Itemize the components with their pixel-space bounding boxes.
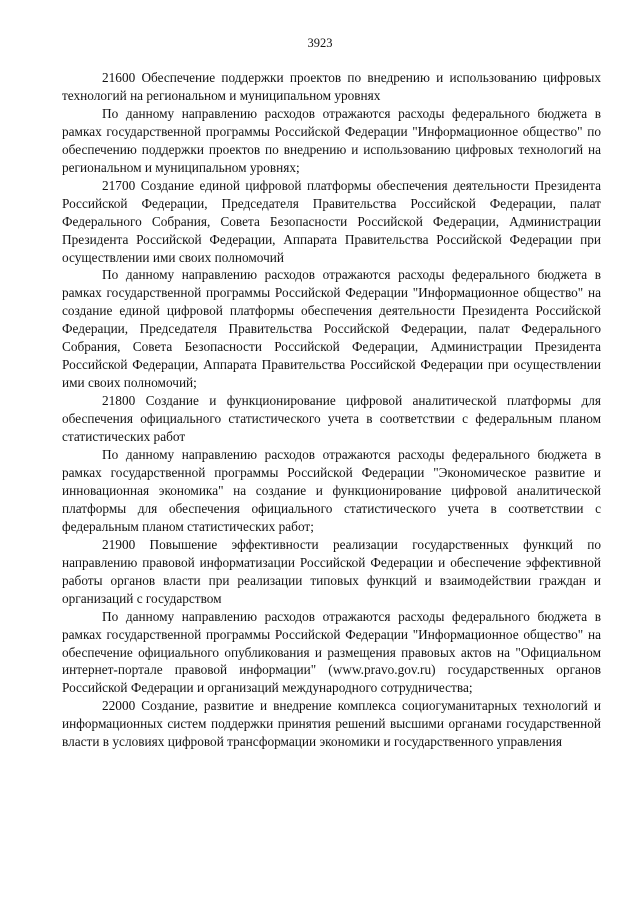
paragraph-21700-heading: 21700 Создание единой цифровой платформы обеспечения деятельности Президента Российской Федерации, Председателя Правительства Российской Федерации, палат Федерального Собрания, Совета Безопасности Российской Федерации, Администрации Президента Российской Федерации, Аппарата Правительства Российской Федерации при осуществлении ими своих полномочий <box>62 177 601 265</box>
paragraph-21800-description: По данному направлению расходов отражаются расходы федерального бюджета в рамках государственной программы Российской Федерации "Экономическое развитие и инновационная экономика" на создание и функционирование цифровой аналитической платформы для обеспечения официального статистического учета в соответствии с федеральным планом статистических работ; <box>62 447 601 534</box>
paragraph-21900-heading: 21900 Повышение эффективности реализации государственных функций по направлению правовой информатизации Российской Федерации и обеспечение эффективной работы органов власти при реализации типовых функций и взаимодействии граждан и организаций с государством <box>62 536 601 606</box>
paragraph-21600-description: По данному направлению расходов отражаются расходы федерального бюджета в рамках государственной программы Российской Федерации "Информационное общество" по обеспечению поддержки проектов по внедрению и использованию цифровых технологий на региональном и муниципальном уровнях; <box>62 105 601 175</box>
paragraph-21800-heading: 21800 Создание и функционирование цифровой аналитической платформы для обеспечения официального статистического учета в соответствии с федеральным планом статистических работ <box>62 393 601 445</box>
paragraph-21700-description: По данному направлению расходов отражаются расходы федерального бюджета в рамках государственной программы Российской Федерации "Информационное общество" на создание единой цифровой платформы обеспечения деятельности Президента Российской Федерации, Председателя Правительства Российской Федерации, палат Федерального Собрания, Совета Безопасности Российской Федерации, Администрации Президента Российской Федерации, Аппарата Правительства Российской Федерации при осуществлении ими своих полномочий; <box>62 267 601 391</box>
paragraph-21900-description: По данному направлению расходов отражаются расходы федерального бюджета в рамках государственной программы Российской Федерации "Информационное общество" на обеспечение официального опубликования и размещения правовых актов на "Официальном интернет-портале правовой информации" (www.pravo.gov.ru) государственных органов Российской Федерации и организаций международного сотрудничества; <box>62 608 601 696</box>
paragraph-22000-heading: 22000 Создание, развитие и внедрение комплекса социогуманитарных технологий и информационных систем поддержки принятия решений высшими органами государственной власти в условиях цифровой трансформации экономики и государственного управления <box>62 698 601 750</box>
document-body <box>62 69 601 751</box>
page-number: 3923 <box>307 36 333 50</box>
paragraph-21600-heading: 21600 Обеспечение поддержки проектов по внедрению и использованию цифровых технологий на региональном и муниципальном уровнях <box>62 70 601 103</box>
